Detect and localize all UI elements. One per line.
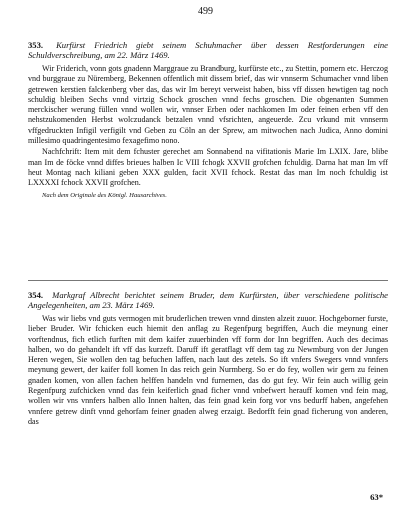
entry-number: 353. — [28, 40, 44, 50]
section-divider — [28, 280, 388, 281]
entry-number: 354. — [28, 290, 44, 300]
entry-heading — [28, 290, 388, 310]
entry-paragraph: Nachfchrift: Item mit dem fchuster gerechet am Sonnabend na vifitationis Marie Im LXIX. Jare, blibe man Im de föcke vnnd diffes brieues halben Ic VIII fchogk XXVII grofchen fchuldig. Darna hat man Im vff heut Montag nach kiliani geben XXX gulden, facit XVII fchock. Restat das man Im noch fchuldig ist LXXXXI fchock XXVII grofchen. — [28, 147, 388, 188]
entry-body — [28, 314, 388, 427]
entry-paragraph: Was wir liebs vnd guts vermogen mit bruderlichen trewen vnnd dinsten alzeit zuuor. Hochgeborner furste, lieber Bruder. Wir fchicken euch hiemit den anflag zu Regenfpurg begriffen, Auch die meynung einer vorftendnus, fich etlich furften mit dem kaifer zuuerbinden vff form dor Inn begriffen. Auch des decimas halben, wo do gehandelt ift vff das kurzeft. Daruff ift geratflagt vff dem tag zu Newmburg von der Jungen Heren wegen, Sie wollen den tag befuchen laffen, nach laut des zetels. So ift vnfers Swegers vnnd vnnfers meynung gewert, der kaifer foll komen In das reich gein Nurmberg. So er do fey, wollen wir gern zu feinen gnaden komen, von allen fachen helffen handeln vnd furnemen, das do gut fey. Wir fein auch willig gein Regenfpurg zufchicken vnnd das fein keiferlich gnad ficher vnnd vnbefwert herauff komen vnd fein mag, wollen wir vns vnnfers halben allo Innen halten, das fein gnad kein forg vor vns bedurff haben, angefehen vnnfere getrew dinft vnnd gehorfam feiner gnaden alweg erzaigt. Bedorfft fein gnad ficherung von anderen, das — [28, 314, 388, 426]
entry-title: Markgraf Albrecht berichtet seinem Bruder, dem Kurfürsten, über verschiedene politische Angelegenheiten, am 23. März 1469. — [28, 290, 388, 310]
entry-paragraph: Wir Friderich, vonn gots gnadenn Marggraue zu Brandburg, kurfürste etc., zu Stettin, pomern etc. Herczog vnd burggraue zu Nüremberg, Bekennen offentlich mit dissem brief, das wir vnnserm Schumacher vnnd liben getrewen kerstien falckenberg vber das, das wir Im bereyt verweist haben, biss vff dissen hewtigen tag noch schuldig bleiben Sechs vnnd virtzig Schock groschen vnnd fechs groschen. Die obgenanten Summen merckischer werung füllen vnnd wollen wir, vnnser Erben oder nachkomen Im oder feinen erben vff den nehstzukomenden Herbst wolczudanck betzalen vnnd vfsrichten, angeuerde. Zcu vrkund mit vnnserm vffgedruckten Infigil verfigilt vnd Geben zu Cöln an der Sprew, am mitwochen nach Judica, Anno domini millesimo quadringentesimo fexagefimo nono. — [28, 64, 388, 146]
source-note: Nach dem Originale des Königl. Hausarchives. — [42, 191, 167, 199]
document-entry — [28, 40, 388, 200]
page-number: 499 — [198, 6, 213, 17]
document-entry — [28, 290, 388, 427]
entry-body — [28, 64, 388, 200]
entry-heading — [28, 40, 388, 60]
printer-signature: 63* — [370, 492, 383, 502]
entry-title: Kurfürst Friedrich giebt seinem Schuhmacher über dessen Restforderungen eine Schuldverschreibung, am 22. März 1469. — [28, 40, 388, 60]
